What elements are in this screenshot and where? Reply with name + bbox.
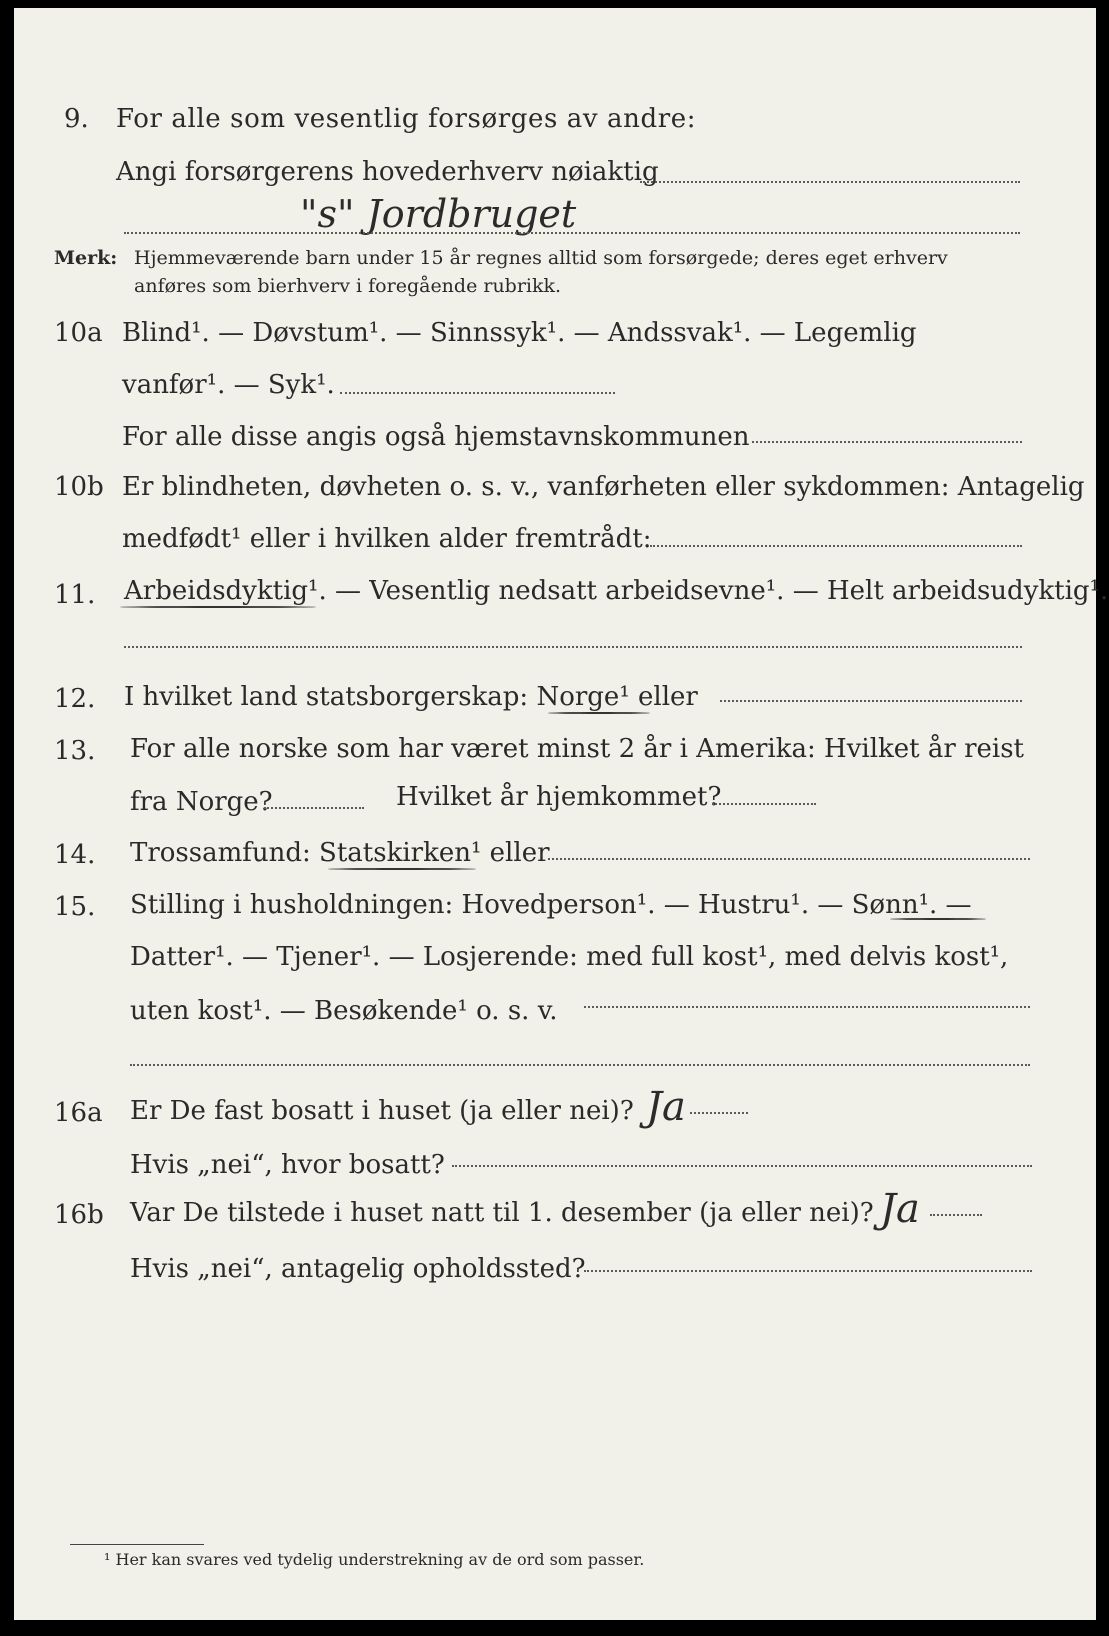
q13-number: 13. (54, 736, 96, 766)
q16a-line2: Hvis „nei“, hvor bosatt? (130, 1150, 445, 1180)
q12-dotted-line (720, 700, 1022, 702)
q16b-line2: Hvis „nei“, antagelig opholdssted? (130, 1254, 586, 1284)
q14-handwritten-underline (328, 868, 476, 870)
q10b-line1: Er blindheten, døvheten o. s. v., vanførheten eller sykdommen: Antagelig (122, 472, 1085, 502)
q10a-number: 10a (54, 318, 103, 348)
q16b-dotted-line-1 (930, 1214, 982, 1216)
q15-handwritten-underline (890, 918, 986, 920)
q15-line3: uten kost¹. — Besøkende¹ o. s. v. (130, 996, 558, 1026)
q16a-number: 16a (54, 1098, 103, 1128)
q16b-line1: Var De tilstede i huset natt til 1. desember (ja eller nei)? (130, 1198, 874, 1228)
q16b-handwritten-answer: Ja (880, 1186, 920, 1232)
q14-line1: Trossamfund: Statskirken¹ eller (130, 838, 550, 868)
q16b-number: 16b (54, 1200, 104, 1230)
q11-dotted-line (124, 646, 1022, 648)
q12-handwritten-underline (548, 712, 650, 714)
q13-line1: For alle norske som har været minst 2 år i Amerika: Hvilket år reist (130, 734, 1024, 764)
q10b-line2: medfødt¹ eller i hvilken alder fremtrådt: (122, 524, 652, 554)
q13-dotted-line-1 (264, 807, 364, 809)
q13-dotted-line-2 (712, 803, 816, 805)
q10a-line1: Blind¹. — Døvstum¹. — Sinnssyk¹. — Andssvak¹. — Legemlig (122, 318, 917, 348)
q14-number: 14. (54, 840, 96, 870)
q15-number: 15. (54, 892, 96, 922)
merk-line1: Hjemmeværende barn under 15 år regnes alltid som forsørgede; deres eget erhverv (134, 247, 948, 269)
q16b-dotted-line-2 (584, 1270, 1032, 1272)
q14-dotted-line (548, 858, 1030, 860)
q16a-handwritten-answer: Ja (646, 1084, 686, 1130)
q11-line1: Arbeidsdyktig¹. — Vesentlig nedsatt arbeidsevne¹. — Helt arbeidsudyktig¹. (124, 576, 1109, 606)
q10a-dotted-line-1 (340, 392, 615, 394)
q12-line1: I hvilket land statsborgerskap: Norge¹ eller (124, 682, 698, 712)
q13-line2b: Hvilket år hjemkommet? (396, 782, 722, 812)
q13-line2a: fra Norge? (130, 787, 273, 817)
footnote-text: ¹ Her kan svares ved tydelig understrekning av de ord som passer. (104, 1550, 645, 1569)
q15-line2: Datter¹. — Tjener¹. — Losjerende: med full kost¹, med delvis kost¹, (130, 942, 1009, 972)
q10b-dotted-line (650, 545, 1022, 547)
q9-line1: For alle som vesentlig forsørges av andre: (116, 104, 697, 134)
q9-handwritten-answer: "s" Jordbruget (300, 192, 577, 236)
q16a-line1: Er De fast bosatt i huset (ja eller nei)? (130, 1096, 634, 1126)
q9-dotted-line-1 (640, 181, 1020, 183)
q15-dotted-line-2 (130, 1064, 1030, 1066)
q9-number: 9. (64, 104, 89, 134)
q10a-line2: vanfør¹. — Syk¹. (122, 370, 335, 400)
q12-number: 12. (54, 684, 96, 714)
q9-dotted-line-2 (124, 232, 1020, 234)
q10a-line3: For alle disse angis også hjemstavnskommunen (122, 422, 750, 452)
q10b-number: 10b (54, 472, 104, 502)
q11-handwritten-underline (120, 606, 316, 608)
footnote-rule (70, 1544, 204, 1545)
q16a-dotted-line-2 (452, 1165, 1032, 1167)
q15-dotted-line-1 (584, 1006, 1030, 1008)
q16a-dotted-line-1 (690, 1112, 748, 1114)
q10a-dotted-line-2 (752, 441, 1022, 443)
q9-line2: Angi forsørgerens hovederhverv nøiaktig (116, 157, 659, 187)
q15-line1: Stilling i husholdningen: Hovedperson¹. — Hustru¹. — Sønn¹. — (130, 890, 972, 920)
merk-line2: anføres som bierhverv i foregående rubrikk. (134, 275, 562, 297)
merk-label: Merk: (54, 247, 118, 269)
q11-number: 11. (54, 580, 96, 610)
